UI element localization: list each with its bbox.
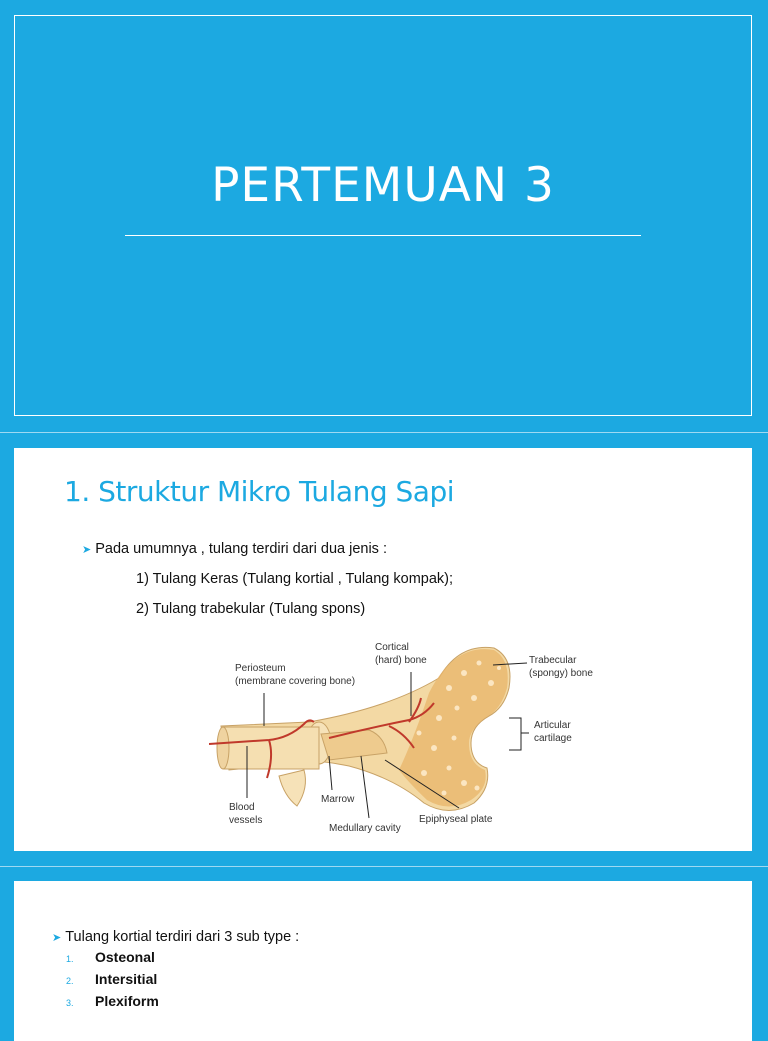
list-item: Intersitial [95,971,158,987]
arrow-bullet-icon: ➤ [52,932,62,944]
bullet-text: Tulang kortial terdiri dari 3 sub type : [65,929,300,945]
content-slide-2 [14,881,752,1041]
title-divider [125,235,641,236]
bullet-item [52,929,299,945]
bullet-item [82,541,387,557]
periosteum-label: (membrane covering bone) [235,676,356,687]
title-slide [14,15,752,416]
sub-item: 2) Tulang trabekular (Tulang spons) [136,601,366,617]
slide-separator [0,866,768,867]
bullet-text: Pada umumnya , tulang terdiri dari dua jenis : [95,541,387,557]
slide-title: PERTEMUAN 3 [211,158,555,213]
trabecular-label: Trabecular [529,655,577,666]
list-number: 3. [66,998,74,1008]
blood-vessels-label: vessels [229,815,263,826]
trabecular-label: (spongy) bone [529,668,593,679]
list-number: 2. [66,976,74,986]
list-item: Plexiform [95,993,159,1009]
arrow-bullet-icon: ➤ [82,544,92,556]
marrow-label: Marrow [321,794,355,805]
sub-item: 1) Tulang Keras (Tulang kortial , Tulang kompak); [136,571,454,587]
articular-label: Articular [534,720,571,731]
periosteum-label: Periosteum [235,663,286,674]
content-slide-1 [14,448,752,851]
medullary-cavity-label: Medullary cavity [329,823,401,834]
blood-vessels-label: Blood [229,802,255,813]
articular-label: cartilage [534,733,572,744]
list-item: Osteonal [95,949,155,965]
cortical-label: (hard) bone [375,655,427,666]
slide-heading: 1. Struktur Mikro Tulang Sapi [64,475,454,508]
bone-structure-diagram [209,638,609,843]
epiphyseal-plate-label: Epiphyseal plate [419,814,493,825]
cortical-label: Cortical [375,642,409,653]
slide-separator [0,432,768,433]
list-number: 1. [66,954,74,964]
